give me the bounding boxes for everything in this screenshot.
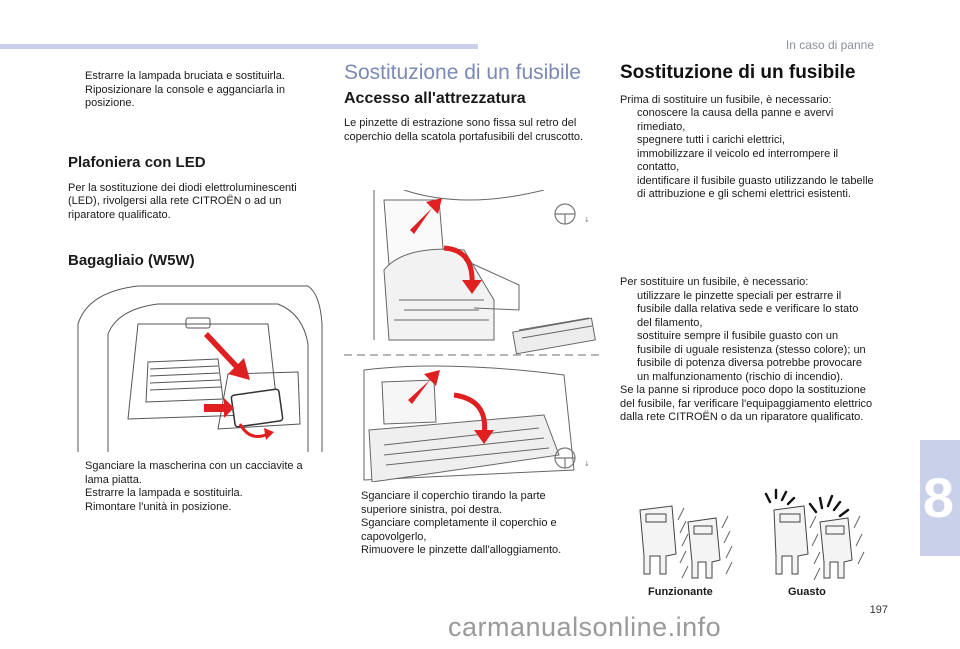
svg-text:↓: ↓ (584, 216, 590, 224)
trunk-light-illustration (68, 284, 326, 452)
list-item-text: spegnere tutti i carichi elettrici, (637, 134, 785, 146)
fuse-blown-caption: Guasto (788, 586, 826, 598)
list-item-text: Rimontare l'unità in posizione. (85, 500, 232, 513)
list-item (620, 148, 875, 175)
trunk-steps (68, 460, 323, 514)
watermark-text: carmanualsonline.info (448, 612, 722, 642)
list-item (68, 70, 323, 84)
list-item-text: utilizzare le pinzette speciali per estrarre il fusibile dalla relativa sede e verificare lo stato del filamento, (637, 289, 859, 329)
cover-steps (344, 490, 594, 558)
list-item (620, 107, 875, 134)
list-item-text: Sganciare la mascherina con un cacciavite a lama piatta. (85, 460, 303, 486)
led-section (68, 156, 323, 222)
cover-steps-list (344, 490, 594, 558)
list-item-text: sostituire sempre il fusibile guasto con un fusibile di uguale resistenza (stesso colore); un fusibile di potenza diversa potrebbe provocare un malfunzionamento (rischio di incendio). (637, 330, 866, 383)
led-text: Per la sostituzione dei diodi elettroluminescenti (LED), rivolgersi alla rete CITROËN o ad un riparatore qualificato. (68, 181, 297, 221)
chapter-number: 8 (922, 466, 954, 529)
replace-outro: Se la panne si riproduce poco dopo la sostituzione del fusibile, far verificare l'equipaggiamento elettrico dalla rete CITROËN o da un riparatore qualificato. (620, 384, 873, 423)
list-item (620, 330, 875, 384)
fuse-section-title: Sostituzione di un fusibile (620, 62, 856, 83)
trunk-steps-list (68, 460, 323, 514)
fuse-comparison-illustration (620, 488, 875, 583)
replace-intro: Per sostituire un fusibile, è necessario: (620, 276, 809, 288)
page-number: 197 (869, 604, 888, 616)
list-item (344, 517, 594, 544)
column-1 (68, 70, 323, 111)
led-heading: Plafoniera con LED (68, 154, 206, 171)
list-item-text: Rimuovere le pinzette dall'alloggiamento. (361, 544, 562, 556)
list-item (68, 487, 323, 501)
column-3 (620, 62, 875, 202)
before-replace-list (620, 107, 875, 202)
list-item-text: conoscere la causa della panne e avervi rimediato, (637, 107, 834, 133)
list-item (344, 544, 594, 558)
list-item-text: identificare il fusibile guasto utilizzando le tabelle di attribuzione e gli schemi elettrici esistenti. (637, 174, 874, 200)
section-title: In caso di panne (785, 38, 874, 52)
fuse-box-cover-illustration (344, 190, 602, 482)
list-item-text: Estrarre la lampada e sostituirla. (85, 487, 243, 499)
list-item-text: Estrarre la lampada bruciata e sostituirla. (85, 70, 285, 82)
replace-procedure (620, 276, 875, 425)
list-item-text: Sganciare completamente il coperchio e capovolgerlo, (361, 517, 557, 543)
list-item (68, 460, 323, 487)
tool-access-heading: Accesso all'attrezzatura (344, 89, 526, 107)
list-item (68, 501, 323, 515)
column-2 (344, 61, 594, 144)
svg-text:↓: ↓ (584, 460, 590, 468)
header-accent-bar (0, 44, 478, 49)
list-item (344, 490, 594, 517)
list-item-text: Riposizionare la console e agganciarla in posizione. (85, 83, 285, 109)
list-item-text: Sganciare il coperchio tirando la parte superiore sinistra, poi destra. (361, 490, 546, 516)
list-item-text: immobilizzare il veicolo ed interrompere il contatto, (637, 147, 839, 173)
before-replace-intro: Prima di sostituire un fusibile, è necessario: (620, 93, 832, 106)
replace-list (620, 290, 875, 385)
intro-list (68, 70, 323, 111)
fuse-ok-caption: Funzionante (648, 586, 713, 598)
list-item (620, 134, 875, 148)
list-item (620, 290, 875, 331)
trunk-heading: Bagagliaio (W5W) (68, 252, 195, 269)
list-item (68, 84, 323, 111)
tool-access-text: Le pinzette di estrazione sono fissa sul retro del coperchio della scatola portafusibili del cruscotto. (344, 117, 584, 143)
list-item (620, 175, 875, 202)
fuse-section-title-light: Sostituzione di un fusibile (344, 61, 581, 84)
trunk-section (68, 254, 323, 268)
